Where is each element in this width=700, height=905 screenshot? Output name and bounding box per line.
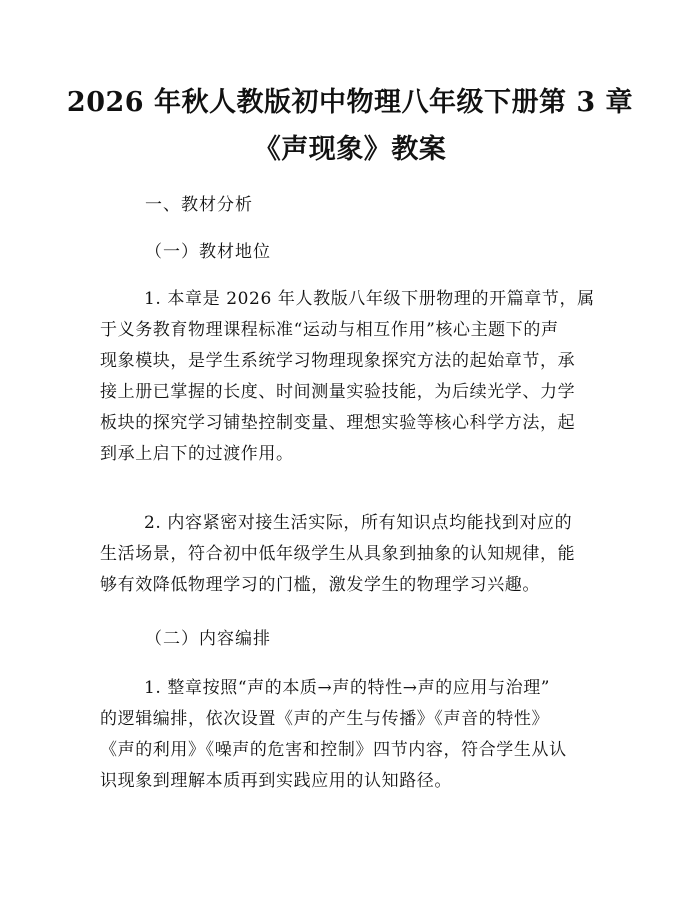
paragraph-line: 够有效降低物理学习的门槛，激发学生的物理学习兴趣。 <box>100 575 540 595</box>
paragraph-chapter-position <box>100 284 598 470</box>
paragraph-line: 于义务教育物理课程标准“运动与相互作用”核心主题下的声 <box>100 320 559 340</box>
section-heading-textbook-analysis: 一、教材分析 <box>145 195 253 215</box>
subsection-heading-content-arrangement: （二）内容编排 <box>145 629 271 649</box>
paragraph-line: 1. 本章是 2026 年人教版八年级下册物理的开篇章节，属 <box>144 289 595 309</box>
paragraph-line: 到承上启下的过渡作用。 <box>100 444 294 464</box>
paragraph-line: 现象模块，是学生系统学习物理现象探究方法的起始章节，承 <box>100 351 576 371</box>
paragraph-line: 《声的利用》《噪声的危害和控制》四节内容，符合学生从认 <box>100 740 567 760</box>
paragraph-line: 生活场景，符合初中低年级学生从具象到抽象的认知规律，能 <box>100 544 576 564</box>
paragraph-line: 接上册已掌握的长度、时间测量实验技能，为后续光学、力学 <box>100 382 576 402</box>
paragraph-line: 识现象到理解本质再到实践应用的认知路径。 <box>100 771 452 791</box>
paragraph-line: 2. 内容紧密对接生活实际，所有知识点均能找到对应的 <box>144 513 573 533</box>
paragraph-life-connection <box>100 508 598 601</box>
document-title-line-2: 《声现象》教案 <box>253 134 447 165</box>
document-title-line-1: 2026 年秋人教版初中物理八年级下册第 3 章 <box>66 87 634 118</box>
paragraph-content-arrangement <box>100 673 598 797</box>
paragraph-line: 1. 整章按照“声的本质→声的特性→声的应用与治理” <box>144 678 551 698</box>
paragraph-line: 的逻辑编排，依次设置《声的产生与传播》《声音的特性》 <box>100 709 550 729</box>
paragraph-line: 板块的探究学习铺垫控制变量、理想实验等核心科学方法，起 <box>100 413 576 433</box>
subsection-heading-textbook-position: （一）教材地位 <box>145 242 271 262</box>
